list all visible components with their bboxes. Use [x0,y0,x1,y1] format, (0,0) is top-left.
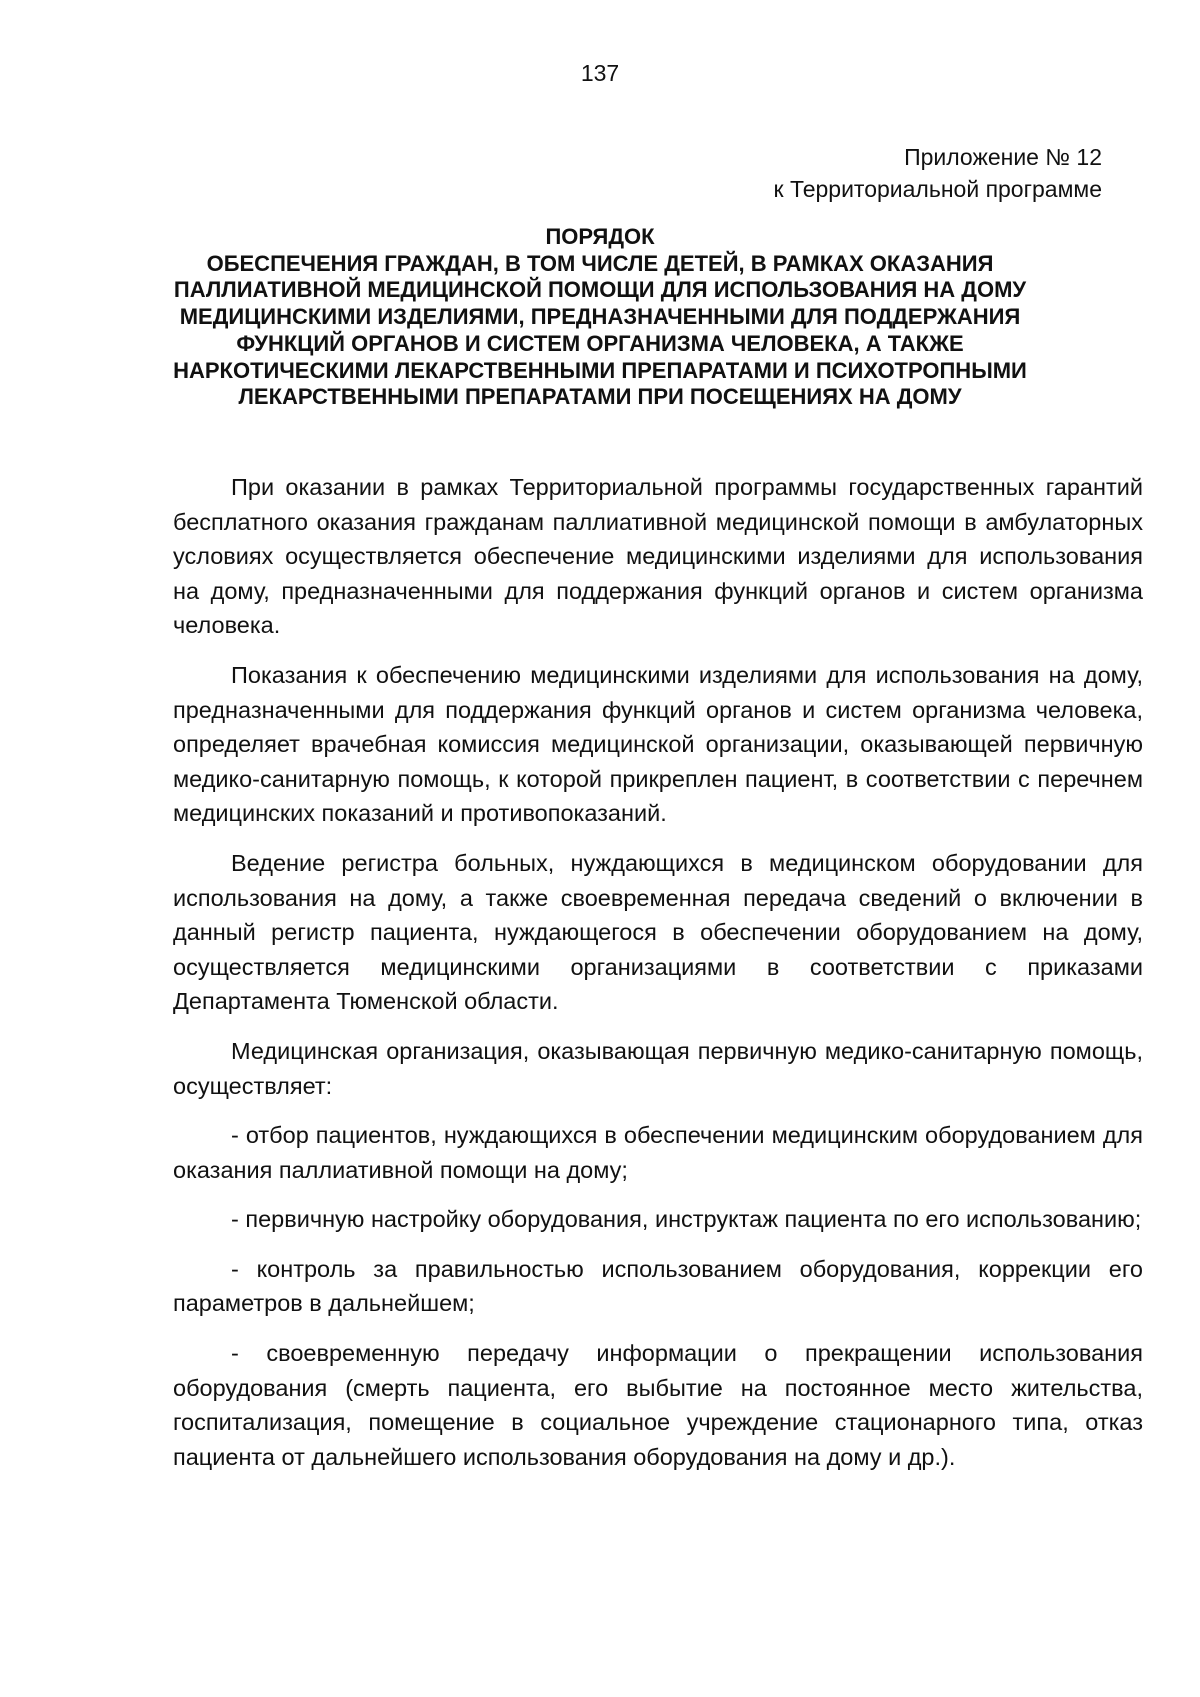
title-line: ЛЕКАРСТВЕННЫМИ ПРЕПАРАТАМИ ПРИ ПОСЕЩЕНИЯХ НА ДОМУ [238,384,962,410]
paragraph: При оказании в рамках Территориальной программы государственных гарантий бесплатного оказания гражданам паллиативной медицинской помощи в амбулаторных условиях осуществляется обеспечение медицинскими изделиями для использования на дому, предназначенными для поддержания функций органов и систем организма человека. [173,474,1143,639]
document-body [173,470,1143,1489]
title-line: ПОРЯДОК [545,224,655,249]
title-line: ОБЕСПЕЧЕНИЯ ГРАЖДАН, В ТОМ ЧИСЛЕ ДЕТЕЙ, В РАМКАХ ОКАЗАНИЯ [206,250,994,276]
title-line: НАРКОТИЧЕСКИМИ ЛЕКАРСТВЕННЫМИ ПРЕПАРАТАМИ И ПСИХОТРОПНЫМИ [173,357,1027,383]
paragraph: Медицинская организация, оказывающая первичную медико-санитарную помощь, осуществляет: [173,1037,1143,1099]
appendix-line-1: Приложение № 12 [904,144,1102,170]
list-item: - отбор пациентов, нуждающихся в обеспечении медицинским оборудованием для оказания паллиативной помощи на дому; [173,1122,1143,1183]
list-item: - контроль за правильностью использованием оборудования, коррекции его параметров в дальнейшем; [173,1255,1143,1317]
document-title [100,224,1100,411]
paragraph: Показания к обеспечению медицинскими изделиями для использования на дому, предназначенными для поддержания функций органов и систем организма человека, определяет врачебная комиссия медицинской организации, оказывающей первичную медико-санитарную помощь, к которой прикреплен пациент, в соответствии с перечнем медицинских показаний и противопоказаний. [173,661,1143,827]
page-number: 137 [580,60,620,86]
title-line: МЕДИЦИНСКИМИ ИЗДЕЛИЯМИ, ПРЕДНАЗНАЧЕННЫМИ ДЛЯ ПОДДЕРЖАНИЯ [179,304,1021,330]
paragraph: Ведение регистра больных, нуждающихся в медицинском оборудовании для использования на дому, а также своевременная передача сведений о включении в данный регистр пациента, нуждающегося в обеспечении оборудованием на дому, осуществляется медицинскими организациями в соответствии с приказами Департамента Тюменской области. [173,849,1143,1015]
appendix-reference [774,141,1103,205]
list-item: - своевременную передачу информации о прекращении использования оборудования (смерть пациента, его выбытие на постоянное место жительства, госпитализация, помещение в социальное учреждение стационарного типа, отказ пациента от дальнейшего использования оборудования на дому и др.). [173,1340,1143,1470]
title-line: ПАЛЛИАТИВНОЙ МЕДИЦИНСКОЙ ПОМОЩИ ДЛЯ ИСПОЛЬЗОВАНИЯ НА ДОМУ [173,277,1027,303]
title-line: ФУНКЦИЙ ОРГАНОВ И СИСТЕМ ОРГАНИЗМА ЧЕЛОВЕКА, А ТАКЖЕ [236,330,964,356]
list-item: - первичную настройку оборудования, инструктаж пациента по его использованию; [231,1206,1142,1233]
appendix-line-2: к Территориальной программе [773,176,1102,202]
